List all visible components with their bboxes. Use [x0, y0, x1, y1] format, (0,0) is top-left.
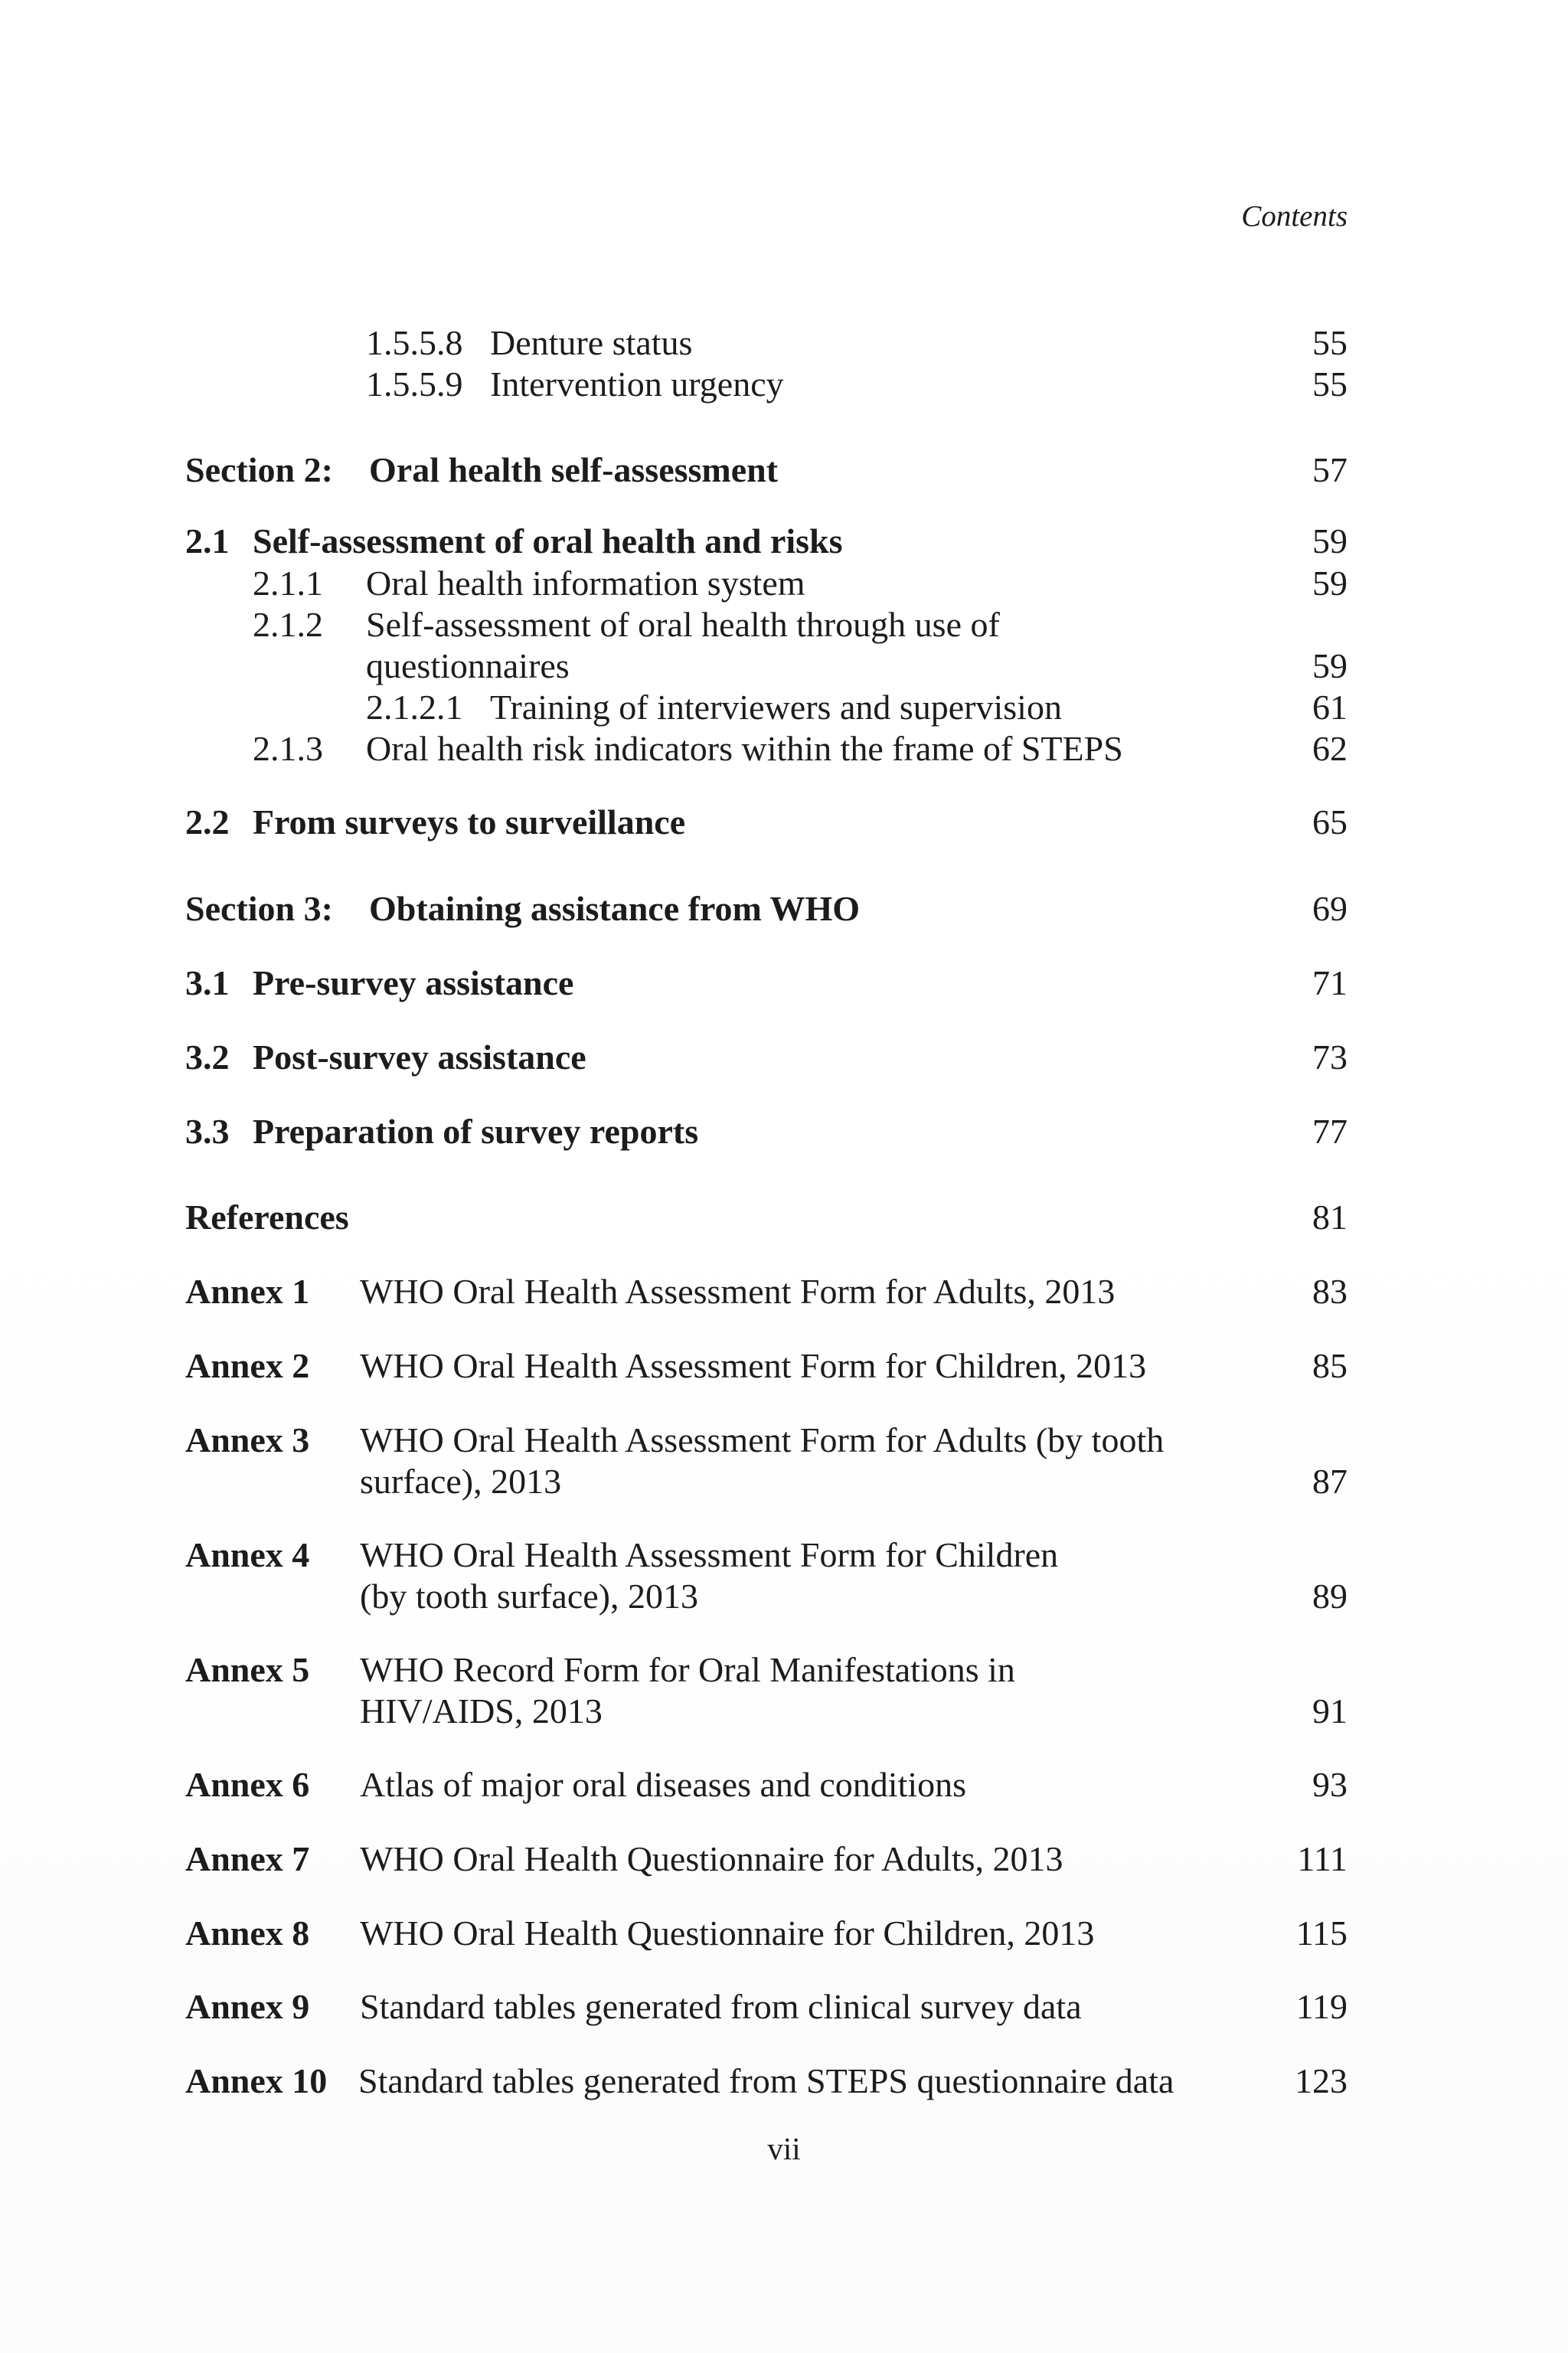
toc-annex-number: Annex 3 — [185, 1420, 310, 1459]
toc-entry-page: 59 — [1312, 646, 1348, 685]
toc-entry-page: 111 — [1297, 1839, 1348, 1878]
toc-annex-title-continued[interactable]: surface), 2013 — [360, 1462, 562, 1501]
toc-chapter-title[interactable]: Preparation of survey reports — [253, 1112, 699, 1151]
toc-entry-title[interactable]: Intervention urgency — [490, 364, 784, 404]
toc-section-number: Section 2: — [185, 450, 333, 489]
toc-chapter-number: 3.3 — [185, 1112, 230, 1151]
running-head: Contents — [1241, 200, 1348, 233]
toc-section-number: Section 3: — [185, 889, 333, 928]
toc-entry-page: 57 — [1312, 450, 1348, 489]
toc-annex-number: Annex 2 — [185, 1346, 310, 1385]
toc-chapter-number: 3.1 — [185, 963, 230, 1002]
page-number: vii — [767, 2131, 801, 2166]
toc-entry-page: 89 — [1312, 1577, 1348, 1616]
toc-entry-page: 71 — [1312, 963, 1348, 1002]
toc-annex-title[interactable]: WHO Oral Health Assessment Form for Children — [360, 1535, 1059, 1574]
toc-chapter-number: 2.1 — [185, 521, 230, 560]
toc-entry-number: 2.1.2.1 — [366, 688, 463, 727]
toc-annex-number: Annex 7 — [185, 1839, 310, 1878]
toc-entry-page: 119 — [1295, 1987, 1348, 2026]
toc-annex-title[interactable]: WHO Record Form for Oral Manifestations in — [360, 1650, 1015, 1689]
toc-annex-number: Annex 4 — [185, 1535, 310, 1574]
toc-annex-title-continued[interactable]: HIV/AIDS, 2013 — [360, 1691, 603, 1730]
toc-entry-page: 85 — [1312, 1346, 1348, 1385]
toc-chapter-title[interactable]: From surveys to surveillance — [253, 802, 686, 842]
toc-annex-number: Annex 9 — [185, 1987, 310, 2026]
toc-entry-number: 1.5.5.8 — [366, 323, 463, 362]
toc-annex-number: Annex 6 — [185, 1765, 310, 1804]
toc-annex-number: Annex 5 — [185, 1650, 310, 1689]
toc-entry-number: 2.1.2 — [253, 605, 323, 644]
toc-annex-title[interactable]: Standard tables generated from clinical survey data — [360, 1987, 1082, 2026]
toc-entry-page: 59 — [1312, 521, 1348, 560]
toc-entry-title[interactable]: Self-assessment of oral health through use of — [366, 605, 1000, 644]
toc-entry-page: 87 — [1312, 1462, 1348, 1501]
toc-entry-title-continued[interactable]: questionnaires — [366, 646, 570, 685]
toc-entry-number: 1.5.5.9 — [366, 364, 463, 404]
toc-annex-number: Annex 8 — [185, 1913, 310, 1953]
toc-entry-title[interactable]: Denture status — [490, 323, 693, 362]
toc-section-title[interactable]: Obtaining assistance from WHO — [369, 889, 861, 928]
toc-entry-page: 81 — [1312, 1198, 1348, 1237]
toc-entry-page: 69 — [1312, 889, 1348, 928]
toc-entry-page: 62 — [1312, 729, 1348, 768]
toc-entry-page: 61 — [1312, 688, 1348, 727]
toc-chapter-title[interactable]: Pre-survey assistance — [253, 963, 574, 1002]
toc-chapter-title[interactable]: Post-survey assistance — [253, 1038, 586, 1077]
toc-chapter-title[interactable]: Self-assessment of oral health and risks — [253, 521, 843, 560]
toc-entry-page: 65 — [1312, 802, 1348, 842]
toc-annex-number: Annex 1 — [185, 1272, 310, 1311]
toc-chapter-number: 3.2 — [185, 1038, 230, 1077]
toc-section-title[interactable]: Oral health self-assessment — [369, 450, 779, 489]
toc-chapter-number: 2.2 — [185, 802, 230, 842]
toc-entry-page: 123 — [1295, 2061, 1348, 2100]
toc-entry-number: 2.1.1 — [253, 564, 323, 603]
toc-entry-page: 59 — [1312, 564, 1348, 603]
toc-entry-title[interactable]: Oral health information system — [366, 564, 805, 603]
toc-annex-title[interactable]: WHO Oral Health Assessment Form for Adults (by tooth — [360, 1420, 1165, 1459]
toc-annex-title[interactable]: WHO Oral Health Questionnaire for Adults, 2013 — [360, 1839, 1063, 1878]
toc-entry-page: 73 — [1312, 1038, 1348, 1077]
toc-annex-number: Annex 10 — [185, 2061, 328, 2100]
toc-entry-number: 2.1.3 — [253, 729, 323, 768]
toc-entry-page: 91 — [1312, 1691, 1348, 1730]
toc-annex-title-continued[interactable]: (by tooth surface), 2013 — [360, 1577, 698, 1616]
toc-annex-title[interactable]: Standard tables generated from STEPS questionnaire data — [358, 2061, 1174, 2100]
toc-entry-page: 55 — [1312, 364, 1348, 404]
toc-annex-title[interactable]: WHO Oral Health Assessment Form for Adults, 2013 — [360, 1272, 1116, 1311]
toc-entry-page: 55 — [1312, 323, 1348, 362]
toc-entry-page: 83 — [1312, 1272, 1348, 1311]
toc-references-title[interactable]: References — [185, 1198, 349, 1237]
toc-annex-title[interactable]: Atlas of major oral diseases and conditions — [360, 1765, 967, 1804]
toc-entry-page: 115 — [1295, 1913, 1348, 1953]
toc-entry-title[interactable]: Training of interviewers and supervision — [490, 688, 1062, 727]
toc-entry-page: 93 — [1312, 1765, 1348, 1804]
toc-entry-title[interactable]: Oral health risk indicators within the frame of STEPS — [366, 729, 1123, 768]
toc-annex-title[interactable]: WHO Oral Health Assessment Form for Children, 2013 — [360, 1346, 1147, 1385]
toc-entry-page: 77 — [1312, 1112, 1348, 1151]
toc-annex-title[interactable]: WHO Oral Health Questionnaire for Children, 2013 — [360, 1913, 1095, 1953]
